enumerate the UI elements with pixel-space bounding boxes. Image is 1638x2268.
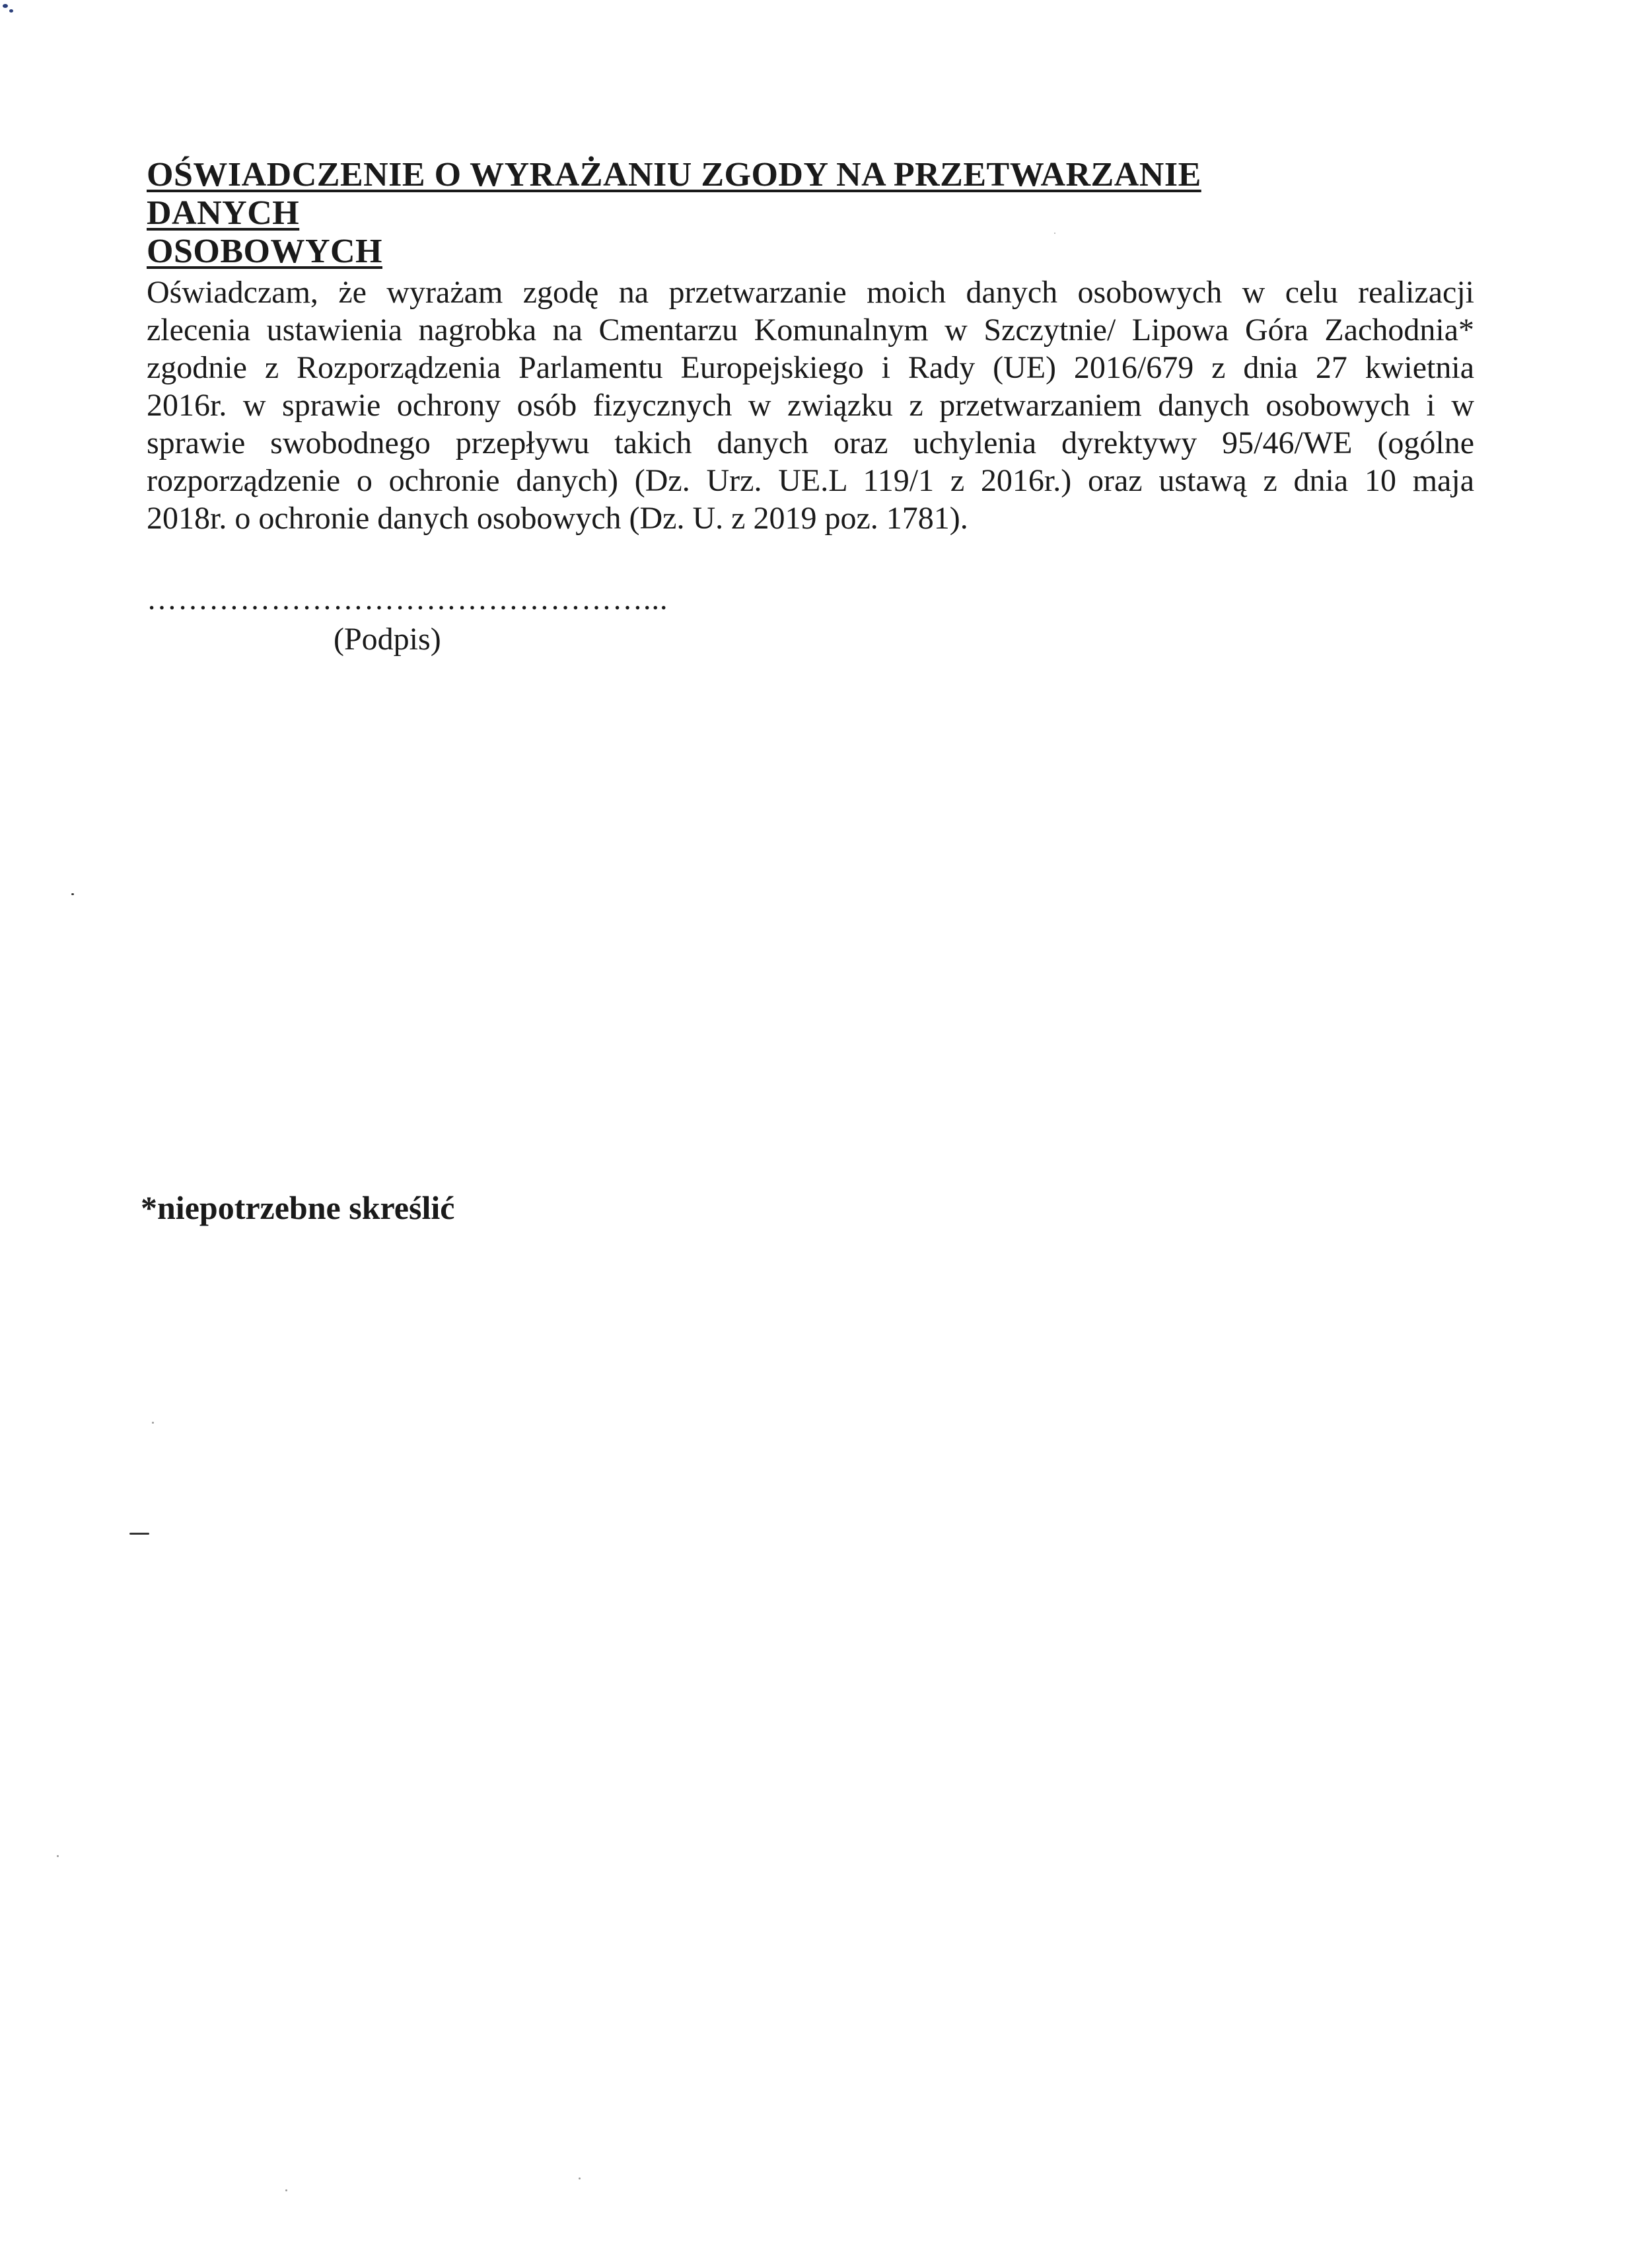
scan-speck (3, 4, 8, 8)
scan-speck (9, 9, 13, 13)
statement-line: rozporządzenie o ochronie danych) (Dz. Urz. UE.L 119/1 z 2016r.) oraz ustawą z dnia 10 maja (147, 463, 1474, 498)
statement-line: zlecenia ustawienia nagrobka na Cmentarzu Komunalnym w Szczytnie/ Lipowa Góra Zachodnia* (147, 312, 1474, 348)
scan-speck (285, 2189, 287, 2191)
statement-line: Oświadczam, że wyrażam zgodę na przetwarzanie moich danych osobowych w celu realizacji (147, 275, 1474, 310)
signature-label: (Podpis) (334, 622, 441, 657)
statement-line: 2016r. w sprawie ochrony osób fizycznych w związku z przetwarzaniem danych osobowych i w (147, 388, 1474, 423)
statement-line: sprawie swobodnego przepływu takich danych oraz uchylenia dyrektywy 95/46/WE (ogólne (147, 425, 1474, 460)
document-title (147, 156, 1322, 271)
scan-speck (1054, 233, 1055, 234)
consent-statement (147, 274, 1474, 537)
scan-speck (579, 2177, 581, 2179)
statement-line: zgodnie z Rozporządzenia Parlamentu Europejskiego i Rady (UE) 2016/679 z dnia 27 kwietnia (147, 350, 1474, 385)
statement-line: 2018r. o ochronie danych osobowych (Dz. U. z 2019 poz. 1781). (147, 501, 968, 536)
scan-speck (152, 1422, 154, 1424)
scan-speck (57, 1855, 59, 1857)
title-line-1: OŚWIADCZENIE O WYRAŻANIU ZGODY NA PRZETWARZANIE DANYCH (147, 156, 1201, 232)
signature-line: …………………………………………... (147, 582, 668, 616)
scan-speck (71, 893, 74, 895)
title-line-2: OSOBOWYCH (147, 233, 382, 270)
footnote: *niepotrzebne skreślić (141, 1189, 455, 1226)
scan-speck (129, 1533, 149, 1535)
